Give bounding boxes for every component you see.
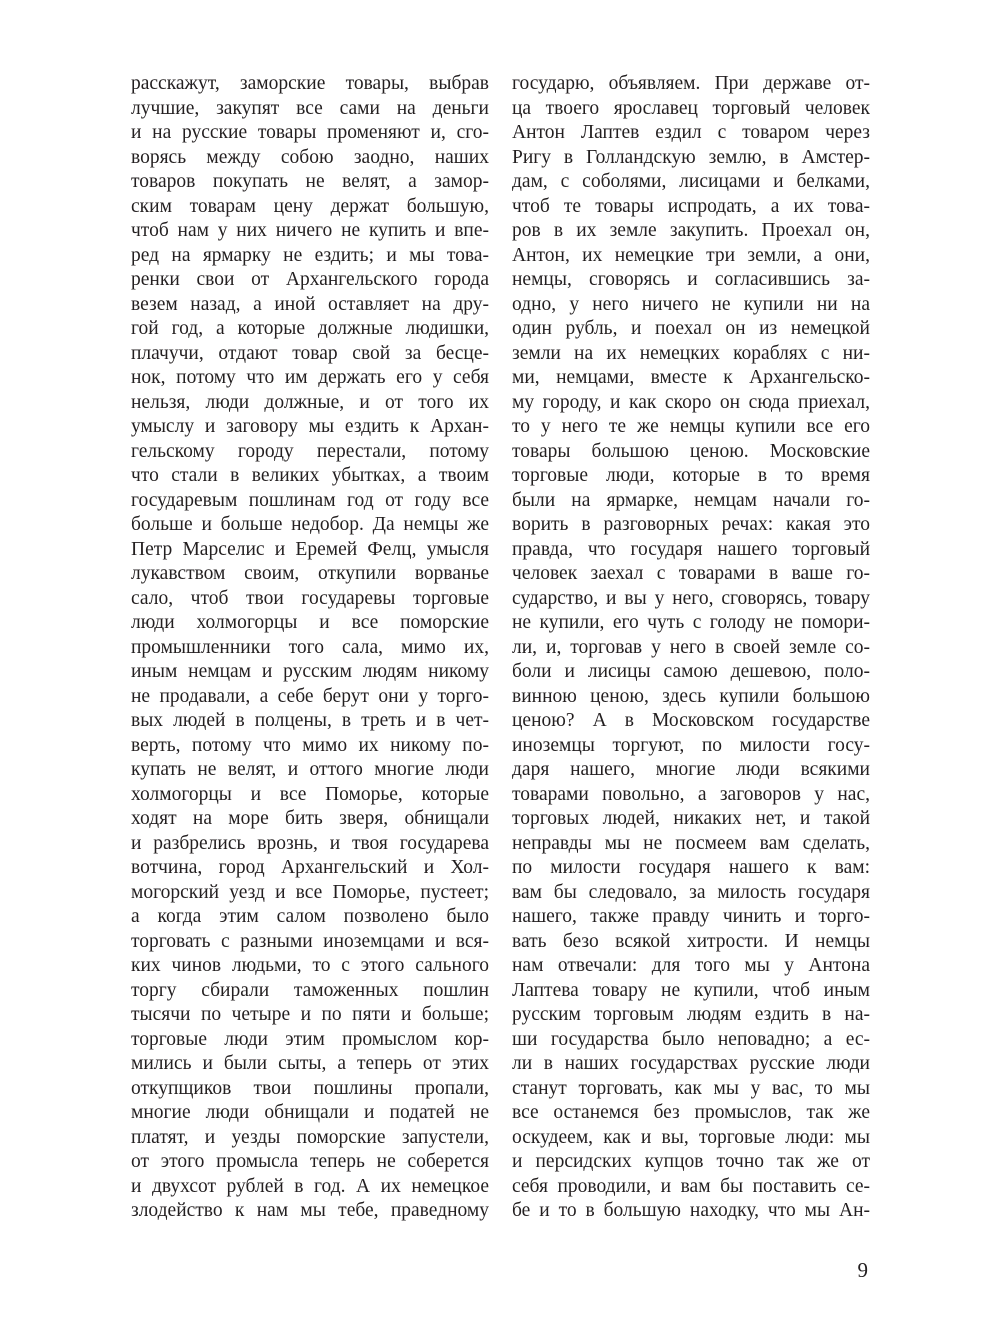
- text-line: человек заехал с товарами в ваше го-: [512, 563, 870, 584]
- text-line: иноземцы торгуют, по милости госу-: [512, 734, 870, 756]
- text-line: нельзя, люди должные, и от того их: [131, 391, 489, 413]
- text-line: промышленники того сала, мимо их,: [131, 636, 489, 658]
- text-line: нашего, также правду чинить и торго-: [512, 906, 870, 927]
- text-line: ли, и, торговав у него в своей земле со-: [512, 636, 870, 658]
- text-line: немцы, сговорясь и согласившись за-: [512, 269, 870, 290]
- text-line: ворить в разговорных речах: какая это: [512, 514, 870, 535]
- text-line: му городу, и как скоро он сюда приехал,: [512, 391, 870, 413]
- text-line: были на ярмарке, немцам начали го-: [512, 489, 870, 511]
- left-text-column: [131, 72, 489, 1224]
- text-line: боли и лисицы самою дешевою, поло-: [512, 661, 870, 682]
- text-line: вать безо всякой хитрости. И немцы: [512, 930, 870, 952]
- text-line: больше и больше недобор. Да немцы же: [131, 514, 489, 535]
- text-line: расскажут, заморские товары, выбрав: [131, 73, 489, 94]
- text-line: товарами повольно, а заговоров у нас,: [512, 783, 870, 805]
- text-line: мились и были сыты, а теперь от этих: [131, 1053, 489, 1074]
- text-line: что стали в великих убытках, а твоим: [131, 465, 489, 486]
- text-line: и разбрелись врознь, и твоя государева: [131, 832, 489, 854]
- text-line: нок, потому что им держать его у себя: [131, 367, 489, 388]
- text-line: ред на ярмарку не ездить; и мы това-: [131, 244, 489, 266]
- text-line: одно, у него ничего не купили ни на: [512, 293, 870, 315]
- text-line: злодейство к нам мы тебе, праведному: [131, 1200, 489, 1221]
- text-line: бе и то в большую находку, что мы Ан-: [512, 1200, 870, 1221]
- text-line: ми, немцами, вместе к Архангельско-: [512, 367, 870, 388]
- text-line: ворясь между собою заодно, наших: [131, 146, 489, 168]
- text-line: нам отвечали: для того мы у Антона: [512, 955, 870, 976]
- text-line: торговые люди, которые в то время: [512, 465, 870, 486]
- text-line: и персидских купцов точно так же от: [512, 1151, 870, 1172]
- text-line: дам, с соболями, лисицами и белками,: [512, 171, 870, 192]
- text-line: ходят на море бить зверя, обнищали: [131, 808, 489, 829]
- text-line: сударство, и вы у него, сговорясь, товару: [512, 587, 870, 609]
- text-line: многие люди обнищали и податей не: [131, 1102, 489, 1123]
- text-line: ским товарам цену держат большую,: [131, 195, 489, 217]
- text-line: правда, что государя нашего торговый: [512, 538, 870, 560]
- text-line: умыслу и заговору мы ездить к Архан-: [131, 416, 489, 437]
- text-line: иным немцам и русским людям никому: [131, 661, 489, 682]
- text-line: один рубль, и поехал он из немецкой: [512, 318, 870, 339]
- text-line: винною ценою, здесь купили большою: [512, 685, 870, 707]
- text-line: тысячи по четыре и по пяти и больше;: [131, 1004, 489, 1025]
- text-line: неправды мы не посмеем вам сделать,: [512, 832, 870, 854]
- text-line: даря нашего, многие люди всякими: [512, 759, 870, 780]
- text-line: земли на их немецких кораблях с ни-: [512, 342, 870, 364]
- text-line: холмогорцы и все Поморье, которые: [131, 783, 489, 805]
- text-line: товары большою ценою. Московские: [512, 440, 870, 462]
- text-line: ких чинов людьми, то с этого сального: [131, 955, 489, 976]
- text-line: чтоб те товары испродать, а их това-: [512, 195, 870, 217]
- text-line: Антон Лаптев ездил с товаром через: [512, 122, 870, 143]
- text-line: торговать с разными иноземцами и вся-: [131, 930, 489, 952]
- text-line: люди холмогорцы и все поморские: [131, 612, 489, 633]
- text-line: везем назад, а иной оставляет на дру-: [131, 293, 489, 315]
- text-line: ши государства было неповадно; а ес-: [512, 1028, 870, 1050]
- text-line: гельскому городу перестали, потому: [131, 440, 489, 462]
- text-line: и двухсот рублей в год. А их немецкое: [131, 1175, 489, 1197]
- text-line: платят, и уезды поморские запустели,: [131, 1126, 489, 1148]
- text-line: оскудеем, как и вы, торговые люди: мы: [512, 1126, 870, 1148]
- text-line: станут торговать, как мы у вас, то мы: [512, 1077, 870, 1099]
- text-line: то у него те же немцы купили все его: [512, 416, 870, 437]
- text-line: и на русские товары променяют и, сго-: [131, 122, 489, 143]
- text-line: Ригу в Голландскую землю, в Амстер-: [512, 146, 870, 168]
- text-line: все останемся без промыслов, так же: [512, 1102, 870, 1123]
- text-line: а когда этим салом позволено было: [131, 906, 489, 927]
- text-line: Лаптева товару не купили, чтоб иным: [512, 979, 870, 1001]
- text-line: купать не велят, и оттого многие люди: [131, 759, 489, 780]
- text-line: лучшие, закупят все сами на деньги: [131, 97, 489, 119]
- text-line: Петр Марселис и Еремей Фелц, умысля: [131, 538, 489, 560]
- text-line: вых людей в полцены, в треть и в чет-: [131, 710, 489, 731]
- text-line: чтоб нам у них ничего не купить и впе-: [131, 220, 489, 241]
- text-line: по милости государя нашего к вам:: [512, 857, 870, 878]
- text-line: гой год, а которые должные людишки,: [131, 318, 489, 339]
- text-line: могорский уезд и все Поморье, пустеет;: [131, 881, 489, 903]
- text-line: вам бы следовало, за милость государя: [512, 881, 870, 903]
- page-number: 9: [857, 1258, 868, 1282]
- text-line: ров в их земле закупить. Проехал он,: [512, 220, 870, 241]
- text-line: себя проводили, и вам бы поставить се-: [512, 1175, 870, 1197]
- text-line: русским торговым людям ездить в на-: [512, 1004, 870, 1025]
- text-line: вотчина, город Архангельский и Хол-: [131, 857, 489, 878]
- text-line: торговые люди этим промыслом кор-: [131, 1028, 489, 1050]
- text-line: лукавством своим, откупили ворванье: [131, 563, 489, 584]
- text-line: плачучи, отдают товар свой за бесце-: [131, 342, 489, 364]
- text-line: товаров покупать не велят, а замор-: [131, 171, 489, 192]
- text-line: ценою? А в Московском государстве: [512, 710, 870, 731]
- text-line: Антон, их немецкие три земли, а они,: [512, 244, 870, 266]
- right-text-column: [512, 72, 870, 1224]
- text-line: торгу сбирали таможенных пошлин: [131, 979, 489, 1001]
- text-line: от этого промысла теперь не соберется: [131, 1151, 489, 1172]
- text-line: откупщиков твои пошлины пропали,: [131, 1077, 489, 1099]
- text-line: торговых людей, никаких нет, и такой: [512, 808, 870, 829]
- text-line: ца твоего ярославец торговый человек: [512, 97, 870, 119]
- text-line: не купили, его чуть с голоду не помори-: [512, 612, 870, 633]
- text-line: государевым пошлинам год от году все: [131, 489, 489, 511]
- text-line: ли в наших государствах русские люди: [512, 1053, 870, 1074]
- text-line: не продавали, а себе берут они у торго-: [131, 685, 489, 707]
- text-line: государю, объявляем. При державе от-: [512, 73, 870, 94]
- text-line: верть, потому что мимо их никому по-: [131, 734, 489, 756]
- text-line: сало, чтоб твои государевы торговые: [131, 587, 489, 609]
- text-line: ренки свои от Архангельского города: [131, 269, 489, 290]
